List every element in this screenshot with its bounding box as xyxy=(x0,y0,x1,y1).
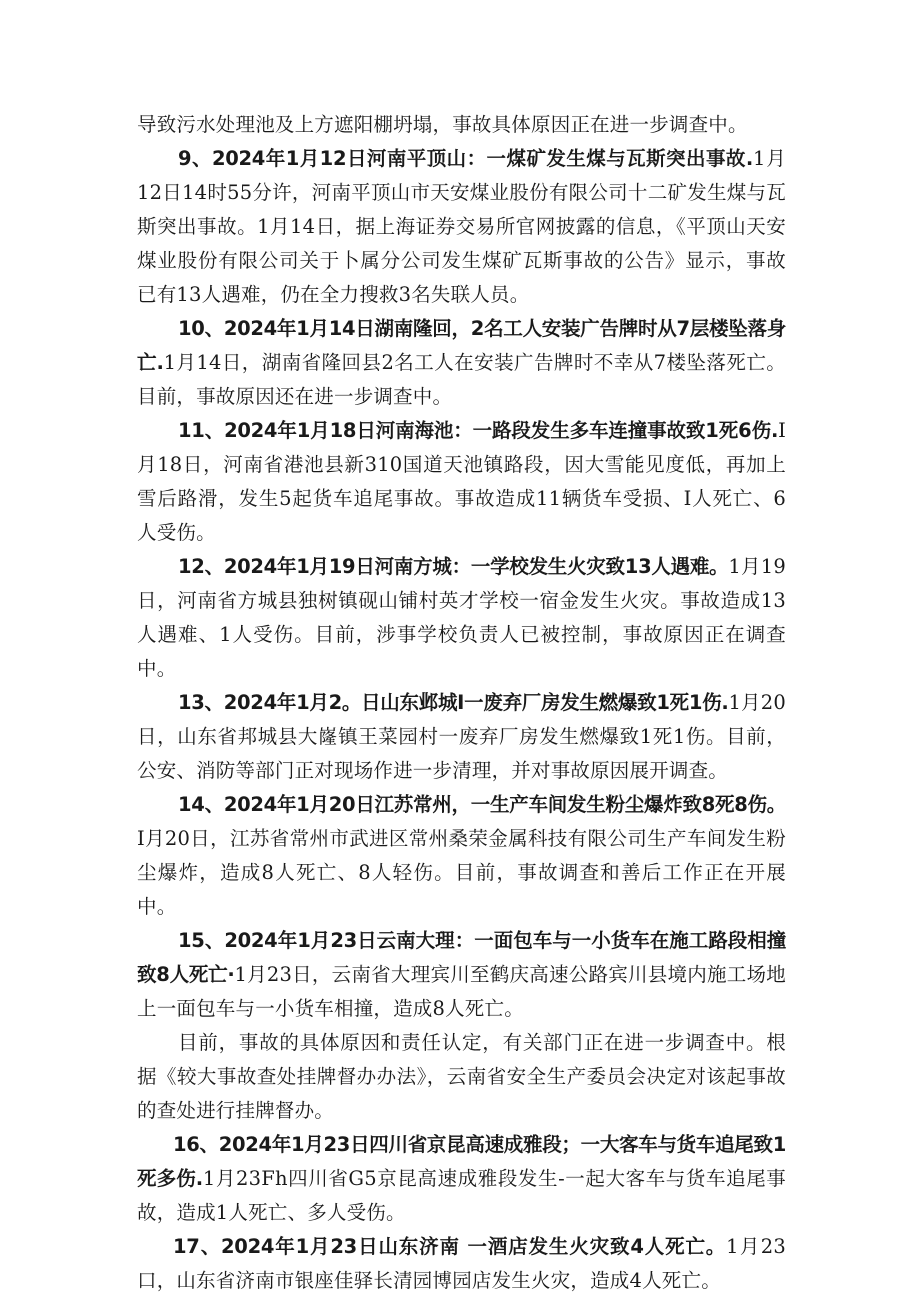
paragraph-heading: 12、2024年1月19日河南方城：一学校发生火灾致13人遇难。 xyxy=(178,555,729,578)
paragraph-item-12 xyxy=(137,550,786,686)
paragraph-item-11 xyxy=(137,414,786,550)
paragraph-item-15-followup xyxy=(137,1026,786,1128)
paragraph-body: 1月23口，山东省济南市银座佳驿长清园博园店发生火灾，造成4人死亡。 xyxy=(137,1235,786,1292)
paragraph-heading: 15、2024年1月23日云南大理：一面包车与一小货车在施工路段相撞致8人死亡· xyxy=(137,929,786,986)
paragraph-body: 目前，事故的具体原因和责任认定，有关部门正在进一步调查中。根据《较大事故查处挂牌督办办法》，云南省安全生产委员会决定对该起事故的查处进行挂牌督办。 xyxy=(137,1031,786,1122)
paragraph-item-13 xyxy=(137,686,786,788)
paragraph-body: 1月19日，河南省方城县独树镇砚山铺村英才学校一宿金发生火灾。事故造成13人遇难、1人受伤。目前，涉事学校负责人已被控制，事故原因正在调查中。 xyxy=(137,555,786,680)
paragraph-continuation xyxy=(137,108,786,142)
paragraph-body: 1月23日，云南省大理宾川至鹤庆高速公路宾川县境内施工场地上一面包车与一小货车相撞，造成8人死亡。 xyxy=(137,963,786,1020)
paragraph-body: 1月12日14时55分许，河南平顶山市天安煤业股份有限公司十二矿发生煤与瓦斯突出事故。1月14日，据上海证券交易所官网披露的信息，《平顶山天安煤业股份有限公司关于卜属分公司发生煤矿瓦斯事故的公告》显示，事故已有13人遇难，仍在全力搜救3名失联人员。 xyxy=(137,147,786,306)
paragraph-item-10 xyxy=(137,312,786,414)
paragraph-body: 1月20日，山东省邦城县大嶐镇王菜园村一废弃厂房发生燃爆致1死1伤。目前，公安、消防等部门正对现场作进一步清理，并对事故原因展开调查。 xyxy=(137,691,786,782)
paragraph-body: 导致污水处理池及上方遮阳棚坍塌，事故具体原因正在进一步调查中。 xyxy=(137,113,748,136)
paragraph-item-14 xyxy=(137,788,786,924)
paragraph-item-16 xyxy=(137,1128,786,1230)
paragraph-heading: 10、2024年1月14日湖南隆回，2名工人安装广告牌时从7层楼坠落身亡. xyxy=(137,317,786,374)
paragraph-heading: 13、2024年1月2。日山东邺城I一废弃厂房发生燃爆致1死1伤. xyxy=(178,691,729,714)
paragraph-item-17 xyxy=(137,1230,786,1298)
paragraph-body: 1月14日，湖南省隆回县2名工人在安装广告牌时不幸从7楼坠落死亡。目前，事故原因还在进一步调查中。 xyxy=(137,351,786,408)
paragraph-heading: 11、2024年1月18日河南海池：一路段发生多车连撞事故致1死6伤. xyxy=(178,419,779,442)
paragraph-heading: 9、2024年1月12日河南平顶山：一煤矿发生煤与瓦斯突出事故. xyxy=(178,147,753,170)
paragraph-item-15 xyxy=(137,924,786,1026)
paragraph-heading: 14、2024年1月20日江苏常州，一生产车间发生粉尘爆炸致8死8伤。 xyxy=(178,793,786,816)
paragraph-body: I月20日，江苏省常州市武进区常州桑荣金属科技有限公司生产车间发生粉尘爆炸，造成8人死亡、8人轻伤。目前，事故调查和善后工作正在开展中。 xyxy=(137,827,786,918)
paragraph-body: I月18日，河南省港池县新310国道天池镇路段，因大雪能见度低，再加上雪后路滑，发生5起货车追尾事故。事故造成11辆货车受损、I人死亡、6人受伤。 xyxy=(137,419,786,544)
paragraph-heading: 16、2024年1月23日四川省京昆高速成雅段；一大客车与货车追尾致1死多伤. xyxy=(137,1133,786,1190)
paragraph-body: 1月23Fh四川省G5京昆高速成雅段发生-一起大客车与货车追尾事故，造成1人死亡、多人受伤。 xyxy=(137,1167,787,1224)
paragraph-heading: 17、2024年1月23日山东济南 一酒店发生火灾致4人死亡。 xyxy=(173,1235,727,1258)
paragraph-item-9 xyxy=(137,142,786,312)
